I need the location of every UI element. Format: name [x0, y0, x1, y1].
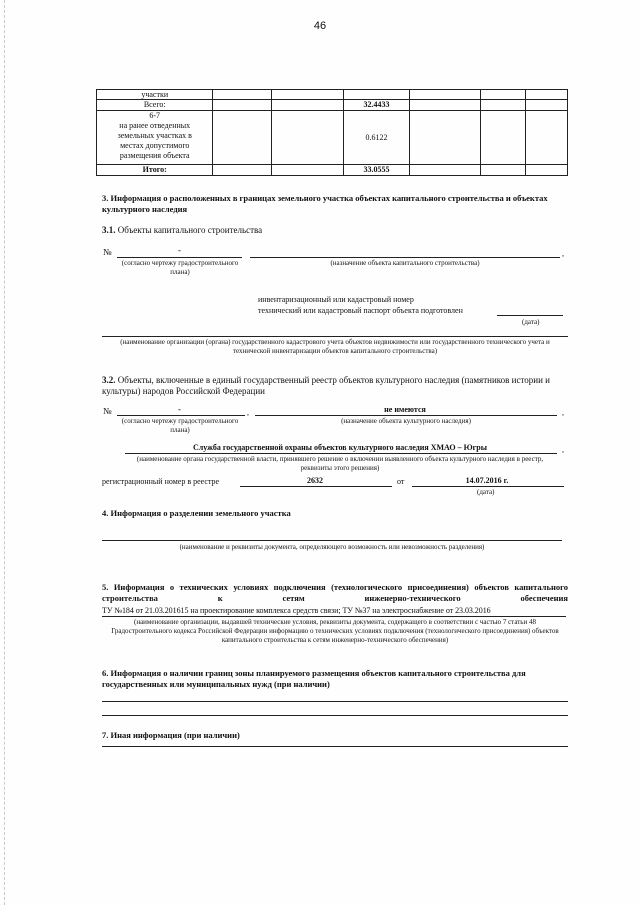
- section5-caption: (наименование организации, выдавшей технические условия, реквизиты документа, содержащего в соответствии с частью 7 статьи 48 Градостроительного кодекса Российской Федерации информацию о технических условиях подключения (технологического присоединения) объектов капитального строительства к сетям инженерно-технического обеспечения): [111, 618, 559, 644]
- table-row: [97, 90, 568, 100]
- comma-mark4: ,: [562, 445, 564, 454]
- caption-org: (наименование организации (органа) государственного кадастрового учета объектов недвижимости или государственного технического учета и технической инвентаризации объектов капитального строительства): [120, 338, 550, 355]
- section7-heading: 7. Иная информация (при наличии): [102, 730, 240, 740]
- section5-text: ТУ №184 от 21.03.201615 на проектирование комплекса средств связи; ТУ №37 на электроснабжение от 23.03.2016: [102, 606, 491, 615]
- authority-line: [125, 453, 557, 454]
- caption-drawing2: (согласно чертежу градостроительного плана): [121, 417, 239, 434]
- table-cell-value: [344, 90, 410, 100]
- caption-drawing: (согласно чертежу градостроительного плана): [121, 259, 239, 276]
- section5-heading: 5. Информация о технических условиях подключения (технологического присоединения) объектов капитального строительства к сетям инженерно-технического обеспечения: [102, 582, 568, 603]
- authority-name: Служба государственной охраны объектов культурного наследия ХМАО – Югры: [193, 443, 487, 452]
- name2-value: не имеются: [384, 405, 426, 414]
- table-cell-label: 6-7 на ранее отведенных земельных участках в местах допустимого размещения объекта: [97, 111, 213, 165]
- section3-heading: 3. Информация о расположенных в границах земельного участка объектах капитального строительства и объектах культурного наследия: [102, 193, 548, 214]
- caption-date2: (дата): [477, 488, 495, 496]
- section3-2-label: Объекты, включенные в единый государственный реестр объектов культурного наследия (памятников истории и культуры) народов Российской Федерации: [102, 375, 550, 396]
- number-line: [117, 257, 242, 258]
- caption-name: (назначение объекта капитального строительства): [330, 259, 480, 267]
- inventory-line2: технический или кадастровый паспорт объекта подготовлен: [258, 306, 463, 315]
- comma-mark: ,: [562, 249, 564, 258]
- section3-1-label: Объекты капитального строительства: [117, 225, 263, 235]
- table-row: [97, 111, 568, 165]
- comma-mark2: ,: [247, 408, 249, 417]
- table-row: [97, 165, 568, 176]
- table-cell-value: 32.4433: [344, 100, 410, 111]
- section4-line: [102, 540, 562, 541]
- registry-number: 2632: [307, 476, 323, 485]
- section4-heading: 4. Информация о разделении земельного участка: [102, 508, 291, 518]
- table-cell-label: Итого:: [97, 165, 213, 176]
- number2-label: №: [103, 406, 112, 416]
- section7-line: [102, 746, 568, 747]
- section5-line: [102, 616, 566, 617]
- section6-line2: [102, 715, 568, 716]
- inventory-line1: инвентаризационный или кадастровый номер: [258, 295, 414, 304]
- date-line: [497, 315, 563, 316]
- table-cell-value: 0.6122: [344, 111, 410, 165]
- comma-mark3: ,: [562, 408, 564, 417]
- section3-2-number: 3.2.: [102, 375, 116, 385]
- caption-date: (дата): [522, 318, 540, 326]
- section3-1-number: 3.1.: [102, 225, 116, 235]
- name2-line: [255, 415, 557, 416]
- registry-date-line: [412, 486, 564, 487]
- number2-value: -: [178, 404, 181, 414]
- registry-date: 14.07.2016 г.: [465, 476, 509, 485]
- section3-1-title: [102, 225, 262, 235]
- number2-line: [117, 415, 245, 416]
- from-label: от: [397, 477, 405, 486]
- org-line: [102, 336, 568, 337]
- registry-label: регистрационный номер в реестре: [102, 477, 220, 486]
- table-row: [97, 100, 568, 111]
- number-value: -: [178, 245, 181, 255]
- table-cell-value: 33.0555: [344, 165, 410, 176]
- table-cell-label: участки: [97, 90, 213, 100]
- section6-line1: [102, 701, 568, 702]
- caption-name2: (назначение объекта культурного наследия): [341, 417, 471, 425]
- section4-caption: (наименование и реквизиты документа, определяющего возможность или невозможность разделения): [179, 543, 485, 551]
- name-line: [250, 257, 560, 258]
- scan-edge: [4, 0, 6, 905]
- table-cell-label: Всего:: [97, 100, 213, 111]
- caption-authority: (наименование органа государственной власти, принявшего решение о включении выявленного объекта культурного наследия в реестр, реквизиты этого решения): [136, 455, 544, 472]
- number-label: №: [103, 247, 112, 257]
- section6-heading: 6. Информация о наличии границ зоны планируемого размещения объектов капитального строительства для государственных или муниципальных нужд (при наличии): [102, 668, 526, 689]
- registry-line: [240, 486, 392, 487]
- page-number: 46: [313, 20, 327, 32]
- area-table: [96, 89, 568, 176]
- section3-2-title: [102, 375, 568, 397]
